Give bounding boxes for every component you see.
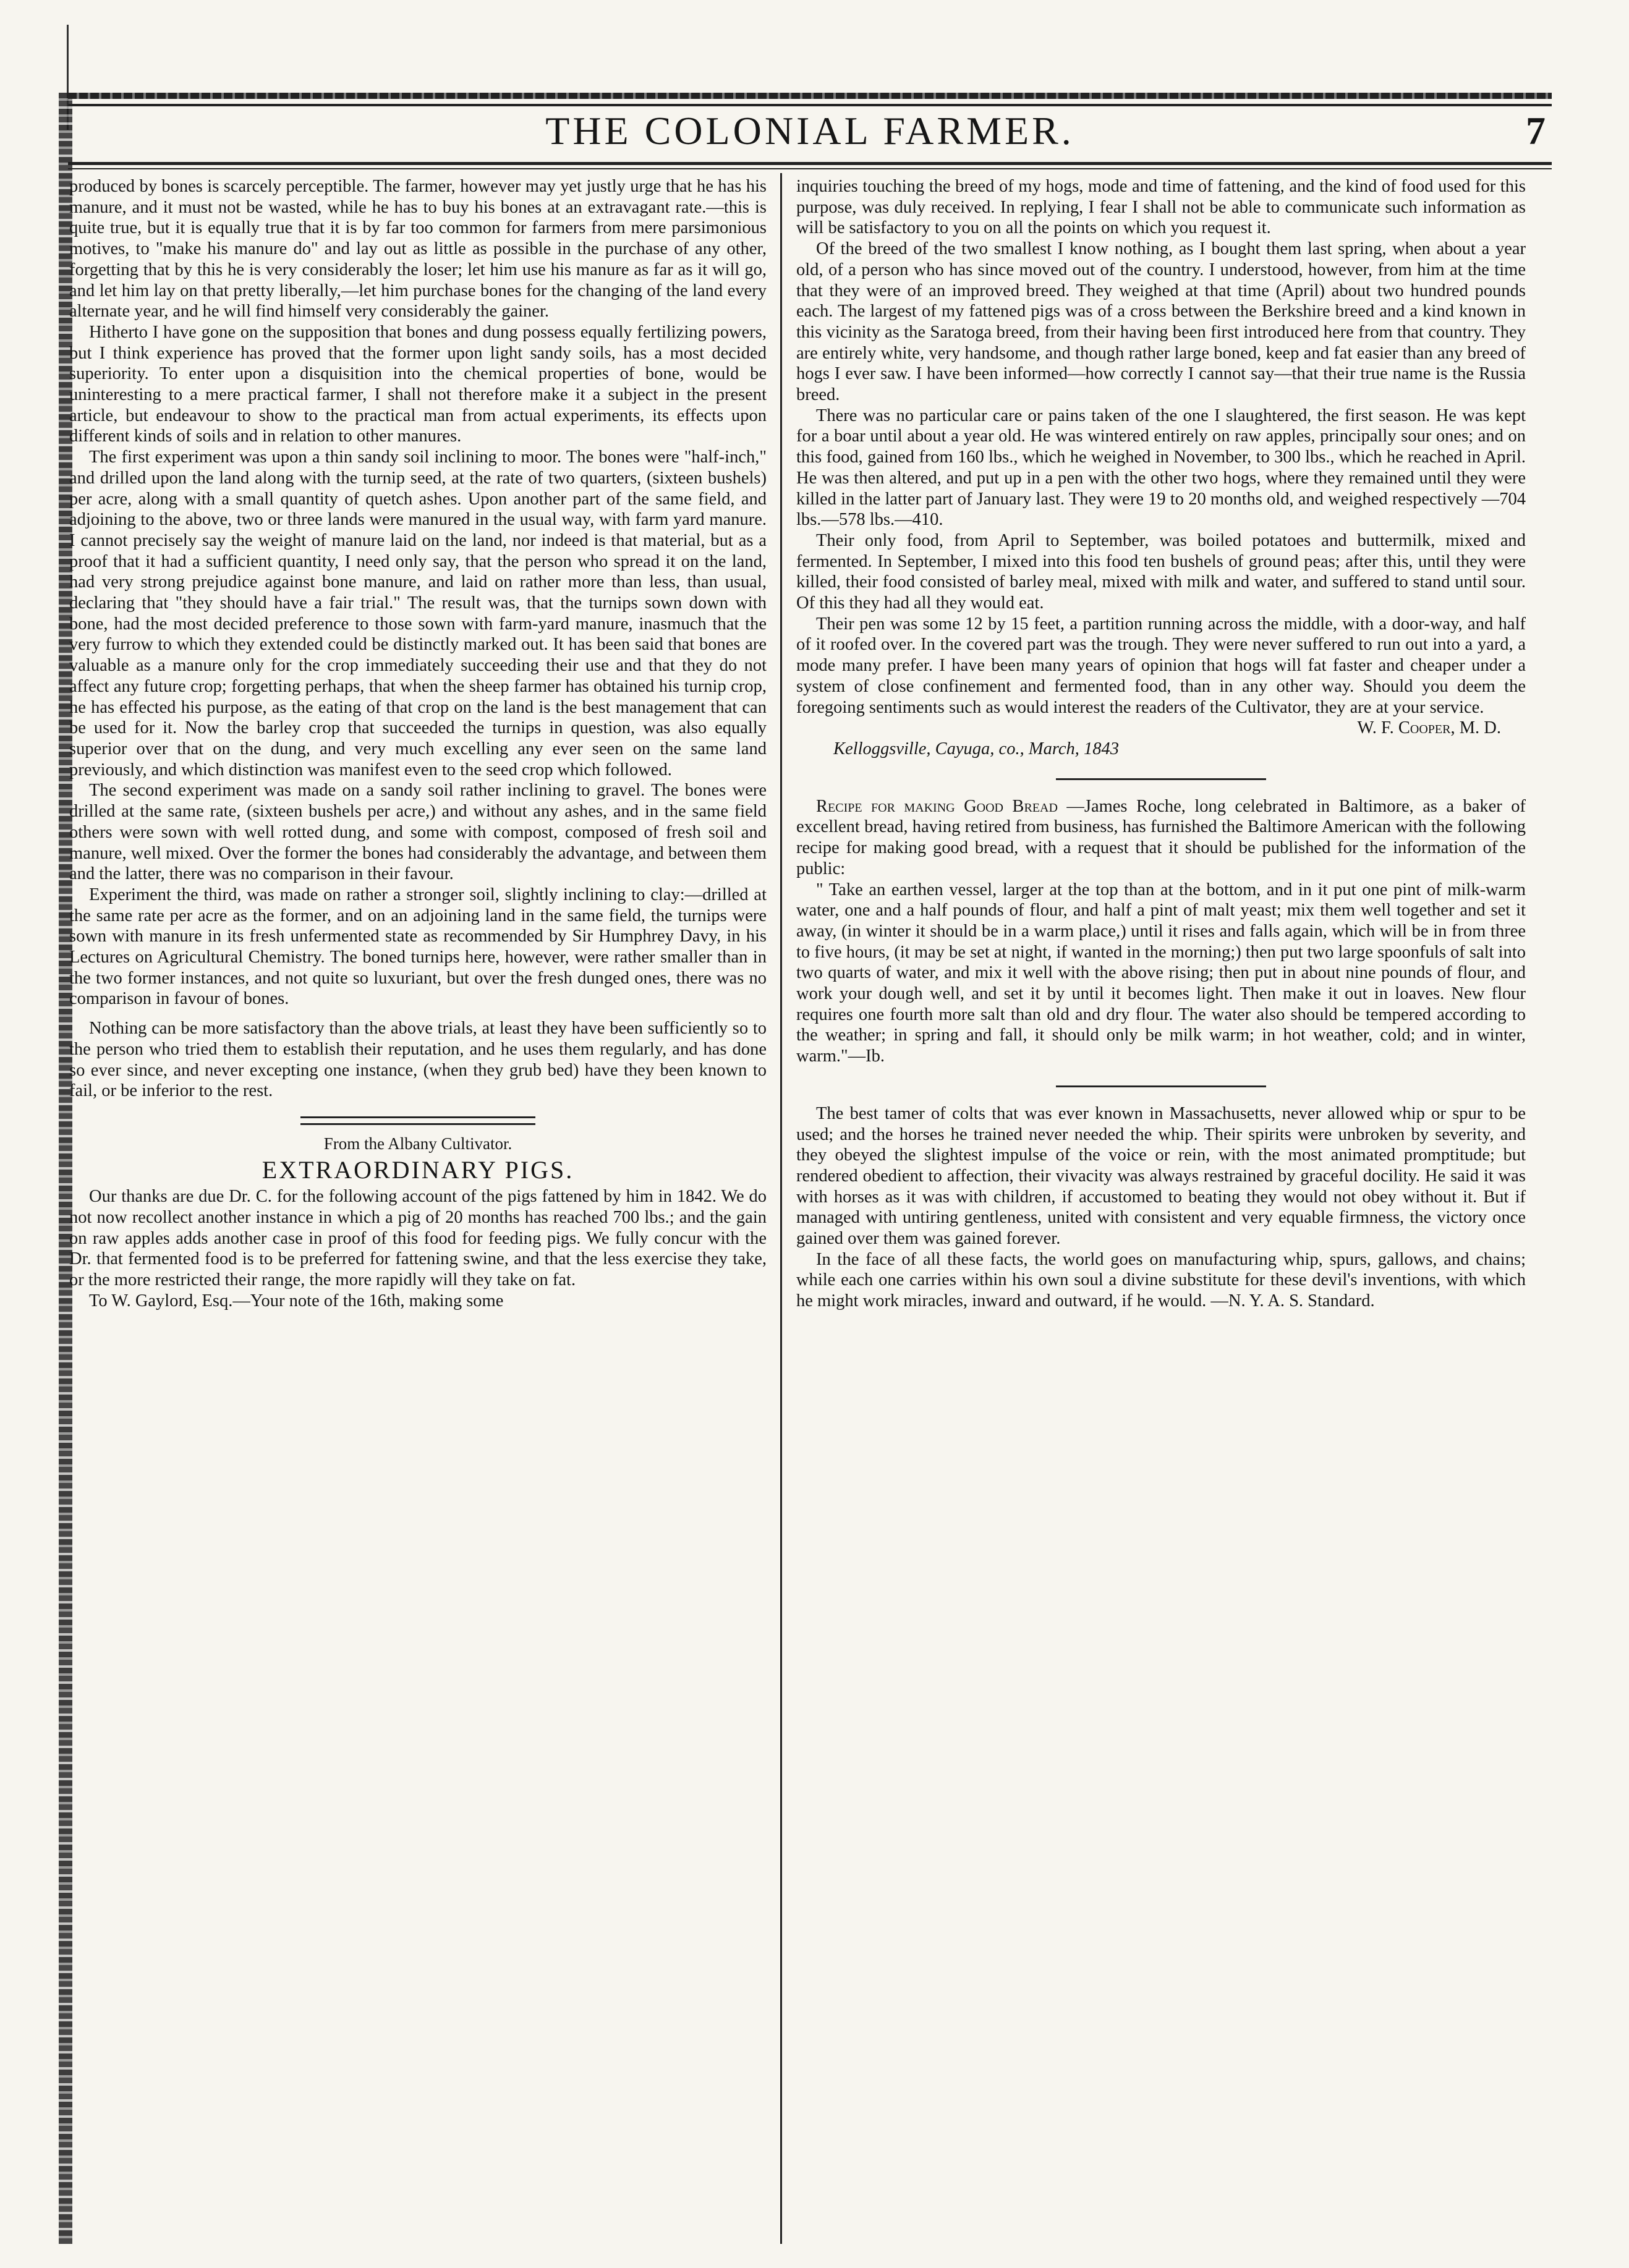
paragraph: Hitherto I have gone on the supposition that bones and dung possess equally fertilizing powers, but I think experience has proved that the former upon light sandy soils, has a most decided superiority. To enter upon a disquisition into the chemical properties of bone, would be uninteresting to a mere practical farmer, I shall not therefore make it a subject in the present article, but endeavour to show to the practical man from actual experiments, its effects upon different kinds of soils and in relation to other manures.	[69, 322, 767, 446]
page-title: THE COLONIAL FARMER.	[545, 109, 1074, 153]
paragraph: The first experiment was upon a thin sandy soil inclining to moor. The bones were "half-inch," and drilled upon the land along with the turnip seed, at the rate of two quarters, (sixteen bushels) per acre, along with a small quantity of quetch ashes. Upon another part of the same field, and adjoining to the above, two or three lands were manured in the usual way, with farm yard manure. I cannot precisely say the weight of manure laid on the land, nor indeed is that material, but as a proof that it had a sufficient quantity, I need only say, that the person who spread it on the land, had very strong prejudice against bone manure, and laid on rather more than less, than usual, declaring that "they should have a fair trial." The result was, that the turnips sown down with bone, had the most decided preference to those sown with farm-yard manure, inasmuch that the very furrow to which they extended could be distinctly marked out. It has been said that bones are valuable as a manure only for the crop immediately succeeding their use and that they do not affect any future crop; forgetting perhaps, that when the sheep farmer has obtained his turnip crop, he has effected his purpose, as the eating of that crop on the land is the best management that can be used for it. Now the barley crop that succeeded the turnips in question, was also equally superior over that on the dung, and very much excelling any ever seen on the same land previously, and which distinction was manifest even to the seed crop which followed.	[69, 448, 767, 779]
paragraph: Our thanks are due Dr. C. for the following account of the pigs fattened by him in 1842. We do not now recollect another instance in which a pig of 20 months has reached 700 lbs.; and the gain on raw apples adds another case in proof of this food for feeding pigs. We fully concur with the Dr. that fermented food is to be preferred for fattening swine, and that the less exercise they take, or the more restricted their range, the more rapidly will they take on fat.	[69, 1187, 767, 1290]
paragraph: Nothing can be more satisfactory than the above trials, at least they have been sufficiently so to the person who tried them to establish their reputation, and he uses them regularly, and has done so ever since, and never excepting one instance, (when they grub bed) have they been known to fail, or be inferior to the rest.	[69, 1019, 767, 1101]
column-divider	[780, 173, 782, 2244]
header-top-rule-thin	[68, 104, 1552, 106]
left-column	[69, 176, 767, 1312]
source-line: From the Albany Cultivator.	[323, 1134, 513, 1153]
section-separator	[1056, 778, 1266, 780]
recipe-intro: —James Roche, long celebrated in Baltimore, as a baker of excellent bread, having retired from business, has furnished the Baltimore American with the following recipe for making good bread, with a request that it should be published for the information of the public:	[796, 796, 1526, 878]
recipe-paragraph	[796, 796, 1526, 880]
masthead	[68, 108, 1552, 164]
paragraph: Their only food, from April to September, was boiled potatoes and buttermilk, mixed and fermented. In September, I mixed into this food ten bushels of ground peas; after this, until they were killed, their food consisted of barley meal, mixed with milk and water, and suffered to stand until sour. Of this they had all they would eat.	[796, 530, 1526, 613]
paragraph: Their pen was some 12 by 15 feet, a partition running across the middle, with a door-way, and half of it roofed over. In the covered part was the trough. They were never suffered to run out into a yard, a mode many prefer. I have been many years of opinion that hogs will fat faster and cheaper under a system of close confinement and fermented food, than in any other way. Should you deem the foregoing sentiments such as would interest the readers of the Cultivator, they are at your service.	[796, 614, 1526, 717]
paragraph: produced by bones is scarcely perceptible. The farmer, however may yet justly urge that he has his manure, and it must not be wasted, while he has to buy his bones at an extravagant rate.—this is quite true, but it is equally true that it is by far too common for farmers from mere parsimonious motives, to "make his manure do" and lay out as little as possible in the purchase of any other, forgetting that by this he is very considerably the loser; let him use his manure as far as it will go, and let him lay on that pretty liberally,—let him purchase bones for the changing of the land every alternate year, and he will find himself very considerably the gainer.	[69, 177, 767, 321]
paragraph: In the face of all these facts, the world goes on manufacturing whip, spurs, gallows, and chains; while each one carries within his own soul a divine substitute for these devil's inventions, with which he might work miracles, inward and outward, if he would. —N. Y. A. S. Standard.	[796, 1249, 1526, 1311]
section-separator	[300, 1116, 535, 1125]
place-date: Kelloggsville, Cayuga, co., March, 1843	[833, 739, 1119, 758]
letter-start: To W. Gaylord, Esq.—Your note of the 16th, making some	[89, 1291, 504, 1310]
right-column	[796, 176, 1526, 1312]
paragraph: Experiment the third, was made on rather a stronger soil, slightly inclining to clay:—drilled at the same rate per acre as the former, and on an adjoining land in the same field, the turnips were sown with manure in its fresh unfermented state as recommended by Sir Humphrey Davy, in his Lectures on Agricultural Chemistry. The boned turnips here, however, were rather smaller than in the two former instances, and not quite so luxuriant, but over the fresh dunged ones, there was no comparison in favour of bones.	[69, 885, 767, 1009]
paragraph: inquiries touching the breed of my hogs, mode and time of fattening, and the kind of food used for this purpose, was duly received. In replying, I fear I shall not be able to communicate such information as will be satisfactory to you on all the points on which you request it.	[796, 177, 1526, 238]
paragraph: The best tamer of colts that was ever known in Massachusetts, never allowed whip or spur to be used; and the horses he trained never needed the whip. Their spirits were unbroken by severity, and they obeyed the slightest impulse of the voice or rein, with the most animated promptitude; but rendered obedient to affection, their vivacity was always restrained by graceful docility. He said it was with horses as it was with children, if accustomed to beating they would not obey without it. But if managed with untiring gentleness, united with consistent and very equable firmness, the victory once gained over them was gained forever.	[796, 1103, 1526, 1249]
header-top-rule	[68, 93, 1552, 99]
paragraph: The second experiment was made on a sandy soil rather inclining to gravel. The bones were drilled at the same rate, (sixteen bushels per acre,) and without any ashes, and in the same field others were sown with well rotted dung, and some with compost, composed of fresh soil and manure, well mixed. Over the former the bones had considerably the advantage, and between them and the latter, there was no comparison in their favour.	[69, 781, 767, 884]
recipe-quote: " Take an earthen vessel, larger at the top than at the bottom, and in it put one pint of milk-warm water, one and a half pounds of flour, and half a pint of malt yeast; mix them well together and set it away, (in winter it should be in a warm place,) until it rises and falls again, which will be in from three to five hours, (it may be set at night, if wanted in the morning;) then put two large spoonfuls of salt into two quarts of water, and mix it well with the above rising; then put in about nine pounds of flour, and work your dough well, and set it by until it becomes light. Then make it out in loaves. New flour requires one fourth more salt than old and dry flour. The water also should be tempered according to the weather; in spring and fall, it should only be milk warm; in hot weather, cold; and in winter, warm."—Ib.	[796, 880, 1526, 1066]
paragraph: Of the breed of the two smallest I know nothing, as I bought them last spring, when about a year old, of a person who has since moved out of the country. I understood, however, from him at the time that they were of an improved breed. They weighed at that time (April) about two hundred pounds each. The largest of my fattened pigs was of a cross between the Berkshire breed and a kind known in this vicinity as the Saratoga breed, from their having been first introduced here from that country. They are entirely white, very handsome, and though rather large boned, keep and fat easier than any breed of hogs I ever saw. I have been informed—how correctly I cannot say—that their true name is the Russia breed.	[796, 239, 1526, 405]
page-number: 7	[1526, 109, 1546, 153]
header-bottom-rule	[68, 162, 1552, 165]
article-title: EXTRAORDINARY PIGS.	[262, 1155, 574, 1184]
signature: W. F. Cooper, M. D.	[1357, 718, 1501, 738]
header-bottom-rule-thin	[68, 168, 1552, 169]
recipe-heading: Recipe for making Good Bread	[816, 796, 1058, 816]
section-separator	[1056, 1085, 1266, 1087]
paragraph: There was no particular care or pains taken of the one I slaughtered, the first season. He was kept for a boar until about a year old. He was wintered entirely on raw apples, principally sour ones; and on this food, gained from 160 lbs., which he weighed in November, to 300 lbs., which he reached in April. He was then altered, and put up in a pen with the other two hogs, where they remained until they were killed in the latter part of January last. They were 19 to 20 months old, and weighed respectively —704 lbs.—578 lbs.—410.	[796, 406, 1526, 530]
